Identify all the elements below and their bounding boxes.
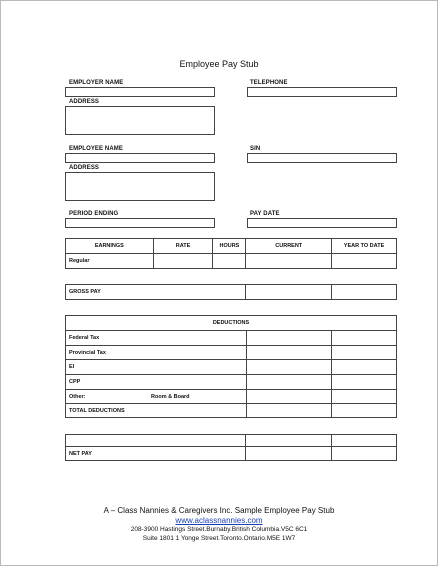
footer-website-link[interactable]: www.aclassnannies.com <box>175 516 263 525</box>
federal-tax-label: Federal Tax <box>66 331 247 346</box>
sin-field[interactable] <box>247 153 397 163</box>
net-pay-ytd-cell[interactable] <box>332 447 397 461</box>
pay-date-field[interactable] <box>247 218 397 228</box>
deduction-row <box>66 375 397 390</box>
employer-address-field[interactable] <box>65 106 215 135</box>
ei-current-cell[interactable] <box>246 360 332 375</box>
deductions-header: DEDUCTIONS <box>66 316 397 331</box>
earnings-header-row <box>66 239 397 254</box>
employee-name-field[interactable] <box>65 153 215 163</box>
regular-ytd-cell[interactable] <box>332 254 397 269</box>
net-pay-spacer-row <box>66 435 397 447</box>
employer-name-label: EMPLOYER NAME <box>69 80 124 86</box>
earnings-table <box>65 238 397 269</box>
employer-address-label: ADDRESS <box>69 99 100 105</box>
telephone-field[interactable] <box>247 87 397 97</box>
period-ending-field[interactable] <box>65 218 215 228</box>
other-label: Other: <box>69 393 86 400</box>
employer-name-field[interactable] <box>65 87 215 97</box>
federal-tax-current-cell[interactable] <box>246 331 332 346</box>
net-pay-spacer-cell <box>332 435 397 447</box>
other-deduction-cell <box>66 390 247 404</box>
gross-pay-ytd-cell[interactable] <box>332 285 397 300</box>
provincial-tax-ytd-cell[interactable] <box>332 346 397 360</box>
deduction-row <box>66 346 397 360</box>
other-current-cell[interactable] <box>246 390 332 404</box>
earnings-header: EARNINGS <box>66 239 154 254</box>
pay-date-label: PAY DATE <box>250 211 280 217</box>
regular-rate-cell[interactable] <box>153 254 213 269</box>
gross-pay-current-cell[interactable] <box>246 285 332 300</box>
employee-address-label: ADDRESS <box>69 165 100 171</box>
current-header: CURRENT <box>246 239 332 254</box>
deductions-header-row <box>66 316 397 331</box>
deduction-row <box>66 390 397 404</box>
net-pay-table <box>65 434 397 461</box>
regular-label: Regular <box>66 254 154 269</box>
cpp-label: CPP <box>66 375 247 390</box>
total-deductions-ytd-cell[interactable] <box>332 404 397 418</box>
deductions-table <box>65 315 397 418</box>
room-and-board-label: Room & Board <box>151 393 190 400</box>
page-title: Employee Pay Stub <box>179 59 259 69</box>
ei-label: EI <box>66 360 247 375</box>
sin-label: SIN <box>250 146 261 152</box>
net-pay-current-cell[interactable] <box>246 447 332 461</box>
federal-tax-ytd-cell[interactable] <box>332 331 397 346</box>
ei-ytd-cell[interactable] <box>332 360 397 375</box>
cpp-ytd-cell[interactable] <box>332 375 397 390</box>
earnings-regular-row <box>66 254 397 269</box>
employee-address-field[interactable] <box>65 172 215 201</box>
footer-address-line-1: 208-3900 Hastings Street.Burnaby.British Columbia.V5C 6C1 <box>130 526 308 533</box>
rate-header: RATE <box>153 239 213 254</box>
net-pay-spacer-cell <box>246 435 332 447</box>
provincial-tax-current-cell[interactable] <box>246 346 332 360</box>
cpp-current-cell[interactable] <box>246 375 332 390</box>
total-deductions-label: TOTAL DEDUCTIONS <box>66 404 247 418</box>
net-pay-spacer-cell <box>66 435 246 447</box>
deduction-row <box>66 331 397 346</box>
other-ytd-cell[interactable] <box>332 390 397 404</box>
net-pay-row <box>66 447 397 461</box>
net-pay-label: NET PAY <box>66 447 246 461</box>
regular-current-cell[interactable] <box>246 254 332 269</box>
footer-address-line-2: Suite 1801 1 Yonge Street.Toronto.Ontario.M5E 1W7 <box>142 535 296 542</box>
regular-hours-cell[interactable] <box>213 254 246 269</box>
telephone-label: TELEPHONE <box>250 80 288 86</box>
employee-name-label: EMPLOYEE NAME <box>69 146 123 152</box>
hours-header: HOURS <box>213 239 246 254</box>
period-ending-label: PERIOD ENDING <box>69 211 119 217</box>
gross-pay-table <box>65 284 397 300</box>
year-to-date-header: YEAR TO DATE <box>332 239 397 254</box>
footer-company-line: A – Class Nannies & Caregivers Inc. Sample Employee Pay Stub <box>103 506 335 515</box>
gross-pay-row <box>66 285 397 300</box>
provincial-tax-label: Provincial Tax <box>66 346 247 360</box>
total-deductions-current-cell[interactable] <box>246 404 332 418</box>
deduction-row <box>66 404 397 418</box>
gross-pay-label: GROSS PAY <box>66 285 246 300</box>
deduction-row <box>66 360 397 375</box>
